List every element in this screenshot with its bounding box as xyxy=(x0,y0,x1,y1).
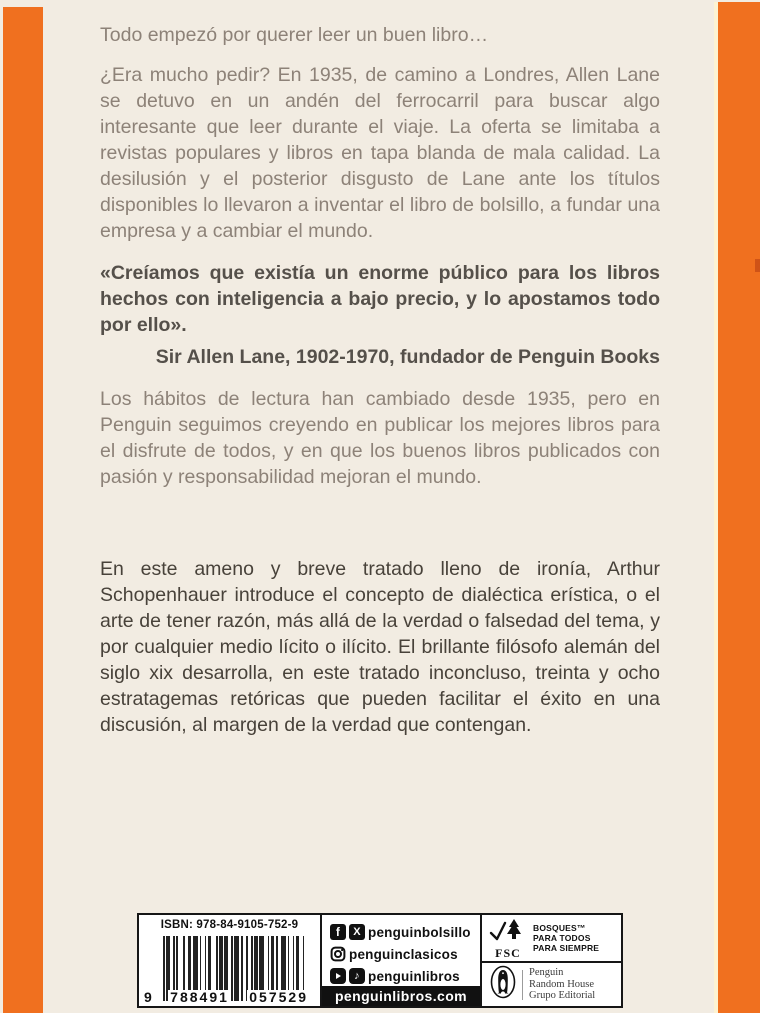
book-synopsis-paragraph: En este ameno y breve tratado lleno de ironía, Arthur Schopenhauer introduce el concepto de dialéctica erística, o el arte de tener razón, más allá de la verdad o falsedad del tema, y por cualquier medio lícito o ilícito. El brillante filósofo alemán del siglo xix desarrolla, en este tratado inconcluso, treinta y ocho estratagemas retóricas que pueden facilitar el éxito en una discusión, al margen de la verdad que contengan. xyxy=(100,558,660,736)
social-row-clasicos xyxy=(330,944,480,964)
fsc-slogan xyxy=(533,923,599,953)
social-handle: penguinlibros xyxy=(368,968,460,984)
allen-lane-quote: «Creíamos que existía un enorme público para los libros hechos con inteligencia a bajo precio, y lo apostamos todo por ello». xyxy=(100,262,660,336)
publisher-divider xyxy=(522,970,523,1000)
fsc-tree-check-icon xyxy=(488,917,528,947)
barcode-digit-group2: 057529 xyxy=(249,989,308,1005)
barcode-digit-first: 9 xyxy=(144,989,152,1005)
right-orange-spine-bar xyxy=(718,2,760,1013)
social-section xyxy=(322,915,482,1006)
right-edge-notch xyxy=(755,259,760,272)
barcode-section xyxy=(139,915,322,1006)
footer-strip xyxy=(137,913,623,1008)
instagram-icon xyxy=(330,946,346,962)
synopsis-block xyxy=(100,556,660,738)
fsc-slogan-line: PARA SIEMPRE xyxy=(533,943,600,953)
social-row-bolsillo xyxy=(330,922,480,942)
fsc-certification xyxy=(482,915,621,963)
fsc-label: FSC xyxy=(495,946,521,960)
penguin-logo-icon xyxy=(490,965,516,1004)
back-cover-text-block xyxy=(100,22,660,490)
quote-attribution: Sir Allen Lane, 1902-1970, fundador de Penguin Books xyxy=(155,346,660,368)
barcode-digit-group1: 788491 xyxy=(170,989,229,1005)
publisher-name-line: Penguin xyxy=(529,967,564,979)
publisher-logo-block xyxy=(482,963,621,1006)
youtube-icon xyxy=(330,968,346,984)
publisher-name xyxy=(529,967,595,1002)
penguin-mission-paragraph: Los hábitos de lectura han cambiado desde 1935, pero en Penguin seguimos creyendo en publicar los mejores libros para el disfrute de todos, y en que los buenos libros publicados con pasión y responsabilidad mejoran el mundo. xyxy=(100,388,660,488)
facebook-icon: f xyxy=(330,924,346,940)
left-orange-spine-bar xyxy=(3,7,43,1013)
publisher-name-line: Random House xyxy=(529,978,595,990)
tiktok-icon: ♪ xyxy=(349,968,365,984)
x-icon: X xyxy=(349,924,365,940)
social-handle: penguinbolsillo xyxy=(368,924,471,940)
barcode-digits xyxy=(144,989,310,1005)
social-row-libros xyxy=(330,966,480,986)
social-handle: penguinclasicos xyxy=(349,946,458,962)
website-bar: penguinlibros.com xyxy=(322,986,480,1006)
fsc-mark xyxy=(488,917,528,959)
fsc-slogan-line: BOSQUES™ xyxy=(533,923,586,933)
isbn-label: ISBN: 978-84-9105-752-9 xyxy=(160,919,299,931)
publisher-name-line: Grupo Editorial xyxy=(529,990,596,1002)
fsc-slogan-line: PARA TODOS xyxy=(533,933,591,943)
penguin-history-paragraph: ¿Era mucho pedir? En 1935, de camino a Londres, Allen Lane se detuvo en un andén del ferrocarril para buscar algo interesante que leer durante el viaje. La oferta se limitaba a revistas populares y libros en tapa blanda de mala calidad. La desilusión y el posterior disgusto de Lane ante los títulos disponibles lo llevaron a inventar el libro de bolsillo, a fundar una empresa y a cambiar el mundo. xyxy=(100,64,660,242)
intro-line: Todo empezó por querer leer un buen libro… xyxy=(100,24,489,46)
social-handles-list xyxy=(322,915,480,986)
certification-publisher-section xyxy=(482,915,621,1006)
